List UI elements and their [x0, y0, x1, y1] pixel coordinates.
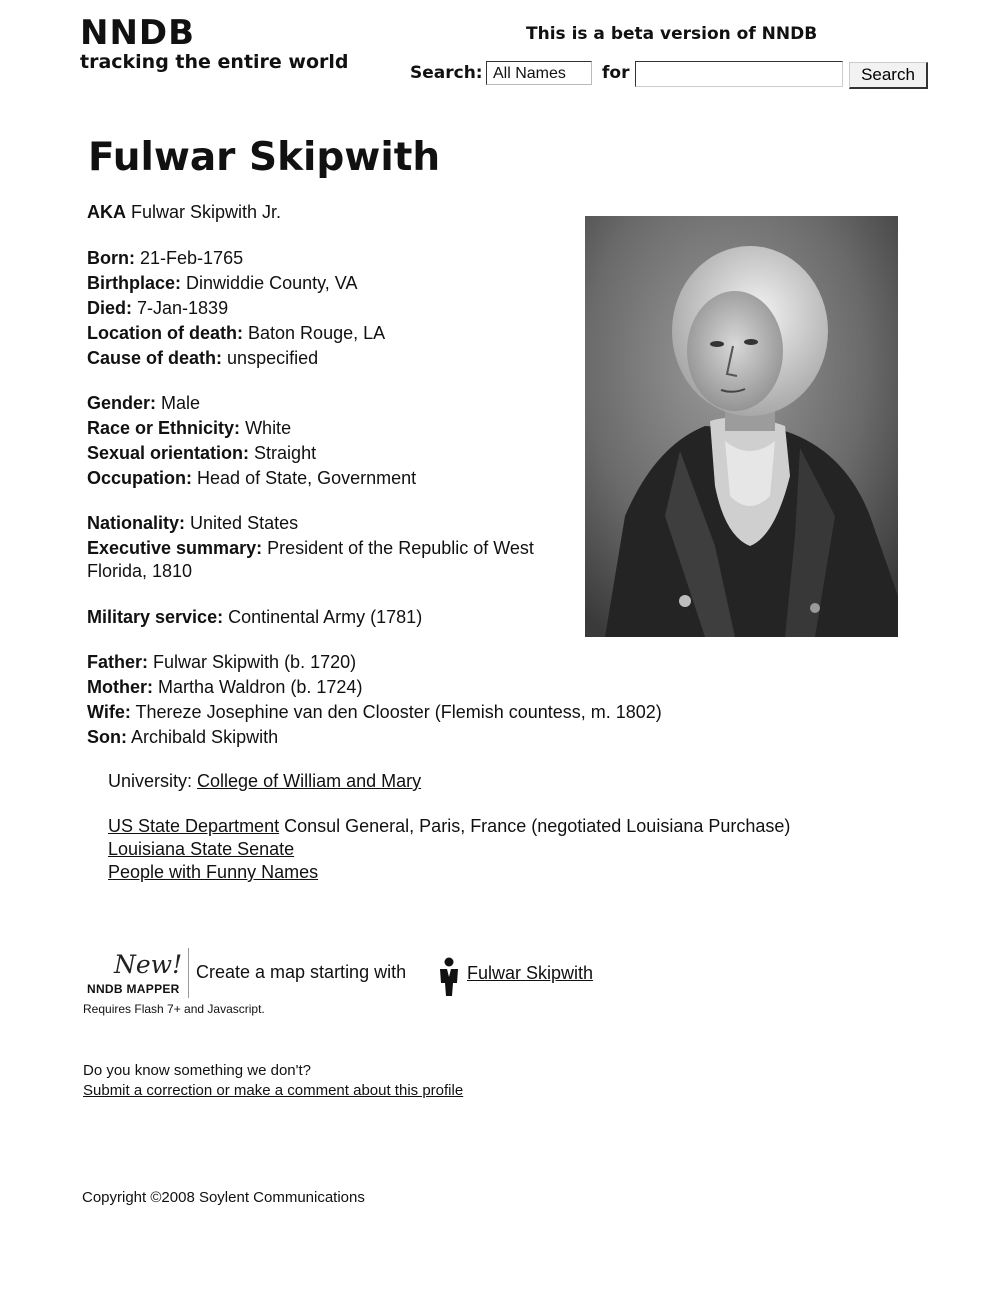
fact-son [87, 725, 278, 750]
beta-note: This is a beta version of NNDB [526, 24, 818, 44]
affiliation-note: Consul General, Paris, France (negotiated Louisiana Purchase) [284, 816, 791, 836]
fact-label: Birthplace: [87, 273, 182, 293]
fact-label: AKA [87, 202, 126, 222]
fact-value: Baton Rouge, LA [248, 323, 386, 343]
for-label: for [602, 63, 630, 83]
fact-gender [87, 391, 200, 416]
fact-label: Executive summary: [87, 538, 263, 558]
copyright: Copyright ©2008 Soylent Communications [82, 1189, 365, 1206]
fact-born [87, 246, 243, 271]
correction-link[interactable]: Submit a correction or make a comment about this profile [83, 1082, 464, 1099]
fact-location-of-death [87, 321, 385, 346]
search-input[interactable] [635, 61, 843, 87]
search-button[interactable]: Search [849, 62, 928, 89]
fact-value: 21-Feb-1765 [140, 248, 244, 268]
fact-label: Location of death: [87, 323, 243, 343]
fact-value: Martha Waldron (b. 1724) [158, 677, 363, 697]
fact-label: Died: [87, 298, 132, 318]
logo-title[interactable]: NNDB [80, 13, 196, 53]
fact-occupation [87, 466, 416, 491]
fact-label: Son: [87, 727, 127, 747]
search-scope-select[interactable]: All Names [486, 61, 592, 85]
fact-aka [87, 200, 281, 225]
fact-value: Fulwar Skipwith Jr. [131, 202, 282, 222]
fact-race [87, 416, 291, 441]
mapper-brand: NNDB MAPPER [87, 982, 180, 996]
search-label: Search: [410, 63, 483, 83]
portrait-image [585, 216, 898, 637]
university-link[interactable]: College of William and Mary [197, 771, 422, 791]
mapper-link[interactable]: Fulwar Skipwith [467, 963, 594, 983]
fact-value: Male [161, 393, 201, 413]
correction-question: Do you know something we don't? [83, 1062, 311, 1079]
fact-value: Straight [254, 443, 317, 463]
mapper-requirements: Requires Flash 7+ and Javascript. [83, 1002, 265, 1016]
fact-military-service [87, 605, 422, 630]
fact-label: Race or Ethnicity: [87, 418, 241, 438]
fact-label: Military service: [87, 607, 224, 627]
fact-label: Mother: [87, 677, 153, 697]
university-label: University: [108, 771, 193, 791]
fact-wife [87, 700, 662, 725]
fact-died [87, 296, 228, 321]
university-line [108, 770, 421, 793]
logo-tagline: tracking the entire world [80, 51, 349, 73]
fact-value: Dinwiddie County, VA [186, 273, 358, 293]
page-title: Fulwar Skipwith [88, 135, 441, 180]
fact-value: unspecified [227, 348, 319, 368]
affiliation-line [108, 838, 294, 861]
fact-father [87, 650, 356, 675]
person-icon[interactable] [438, 957, 460, 997]
fact-label: Gender: [87, 393, 157, 413]
fact-value: United States [190, 513, 299, 533]
fact-executive-summary [87, 537, 557, 583]
fact-value: Fulwar Skipwith (b. 1720) [153, 652, 357, 672]
fact-birthplace [87, 271, 357, 296]
fact-value: President of the Republic of West Florida, 1810 [87, 538, 534, 581]
fact-label: Sexual orientation: [87, 443, 250, 463]
fact-value: Thereze Josephine van den Clooster (Flemish countess, m. 1802) [135, 702, 662, 722]
fact-cause-of-death [87, 346, 318, 371]
fact-label: Wife: [87, 702, 131, 722]
fact-label: Nationality: [87, 513, 186, 533]
mapper-text: Create a map starting with [196, 962, 407, 982]
fact-label: Born: [87, 248, 135, 268]
fact-sexual-orientation [87, 441, 316, 466]
affiliation-line [108, 861, 318, 884]
fact-mother [87, 675, 362, 700]
fact-value: Continental Army (1781) [228, 607, 423, 627]
fact-value: 7-Jan-1839 [137, 298, 229, 318]
affiliation-link-funny-names[interactable]: People with Funny Names [108, 862, 319, 882]
affiliation-link-louisiana-state-senate[interactable]: Louisiana State Senate [108, 839, 295, 859]
fact-value: Head of State, Government [197, 468, 417, 488]
mapper-new-label: New! [114, 950, 183, 979]
fact-value: Archibald Skipwith [131, 727, 279, 747]
fact-nationality [87, 511, 298, 536]
fact-value: White [245, 418, 292, 438]
fact-label: Occupation: [87, 468, 193, 488]
fact-label: Father: [87, 652, 149, 672]
affiliation-line [108, 815, 790, 838]
affiliation-link-us-state-department[interactable]: US State Department [108, 816, 280, 836]
mapper-divider [188, 948, 189, 998]
fact-label: Cause of death: [87, 348, 223, 368]
